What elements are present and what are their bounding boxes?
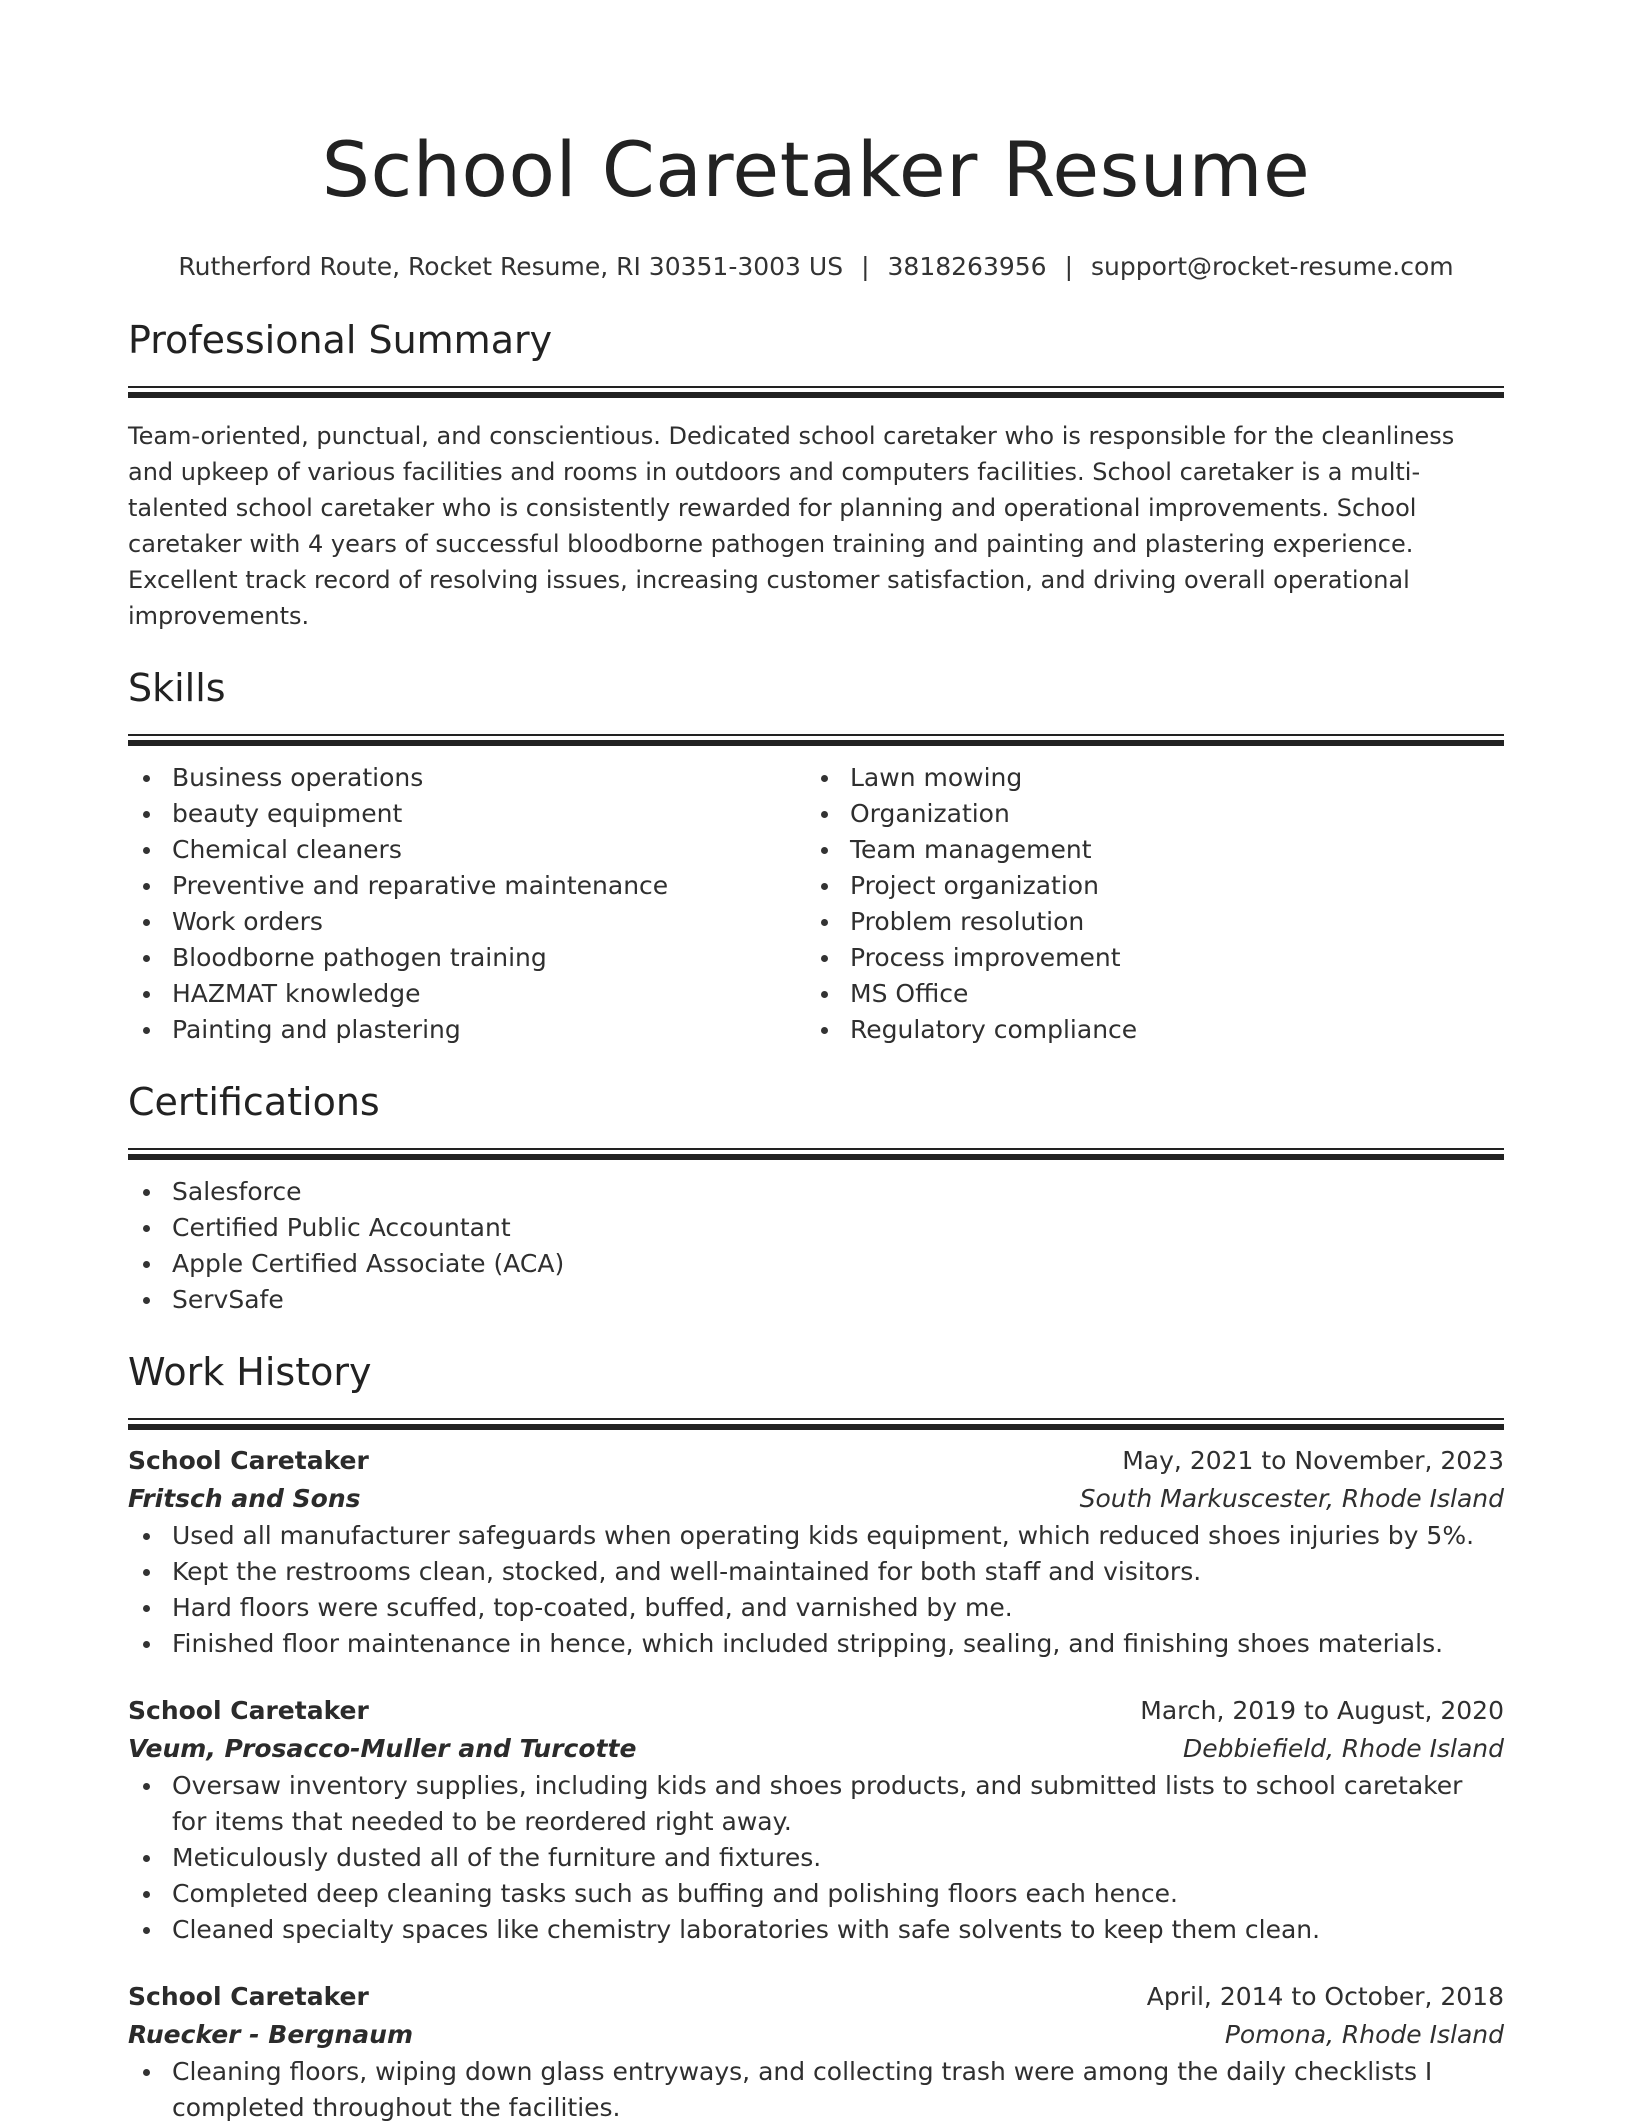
- job-location: Pomona, Rhode Island: [1224, 2020, 1504, 2049]
- skill-item: Organization: [806, 796, 1484, 832]
- job-bullet: Cleaned specialty spaces like chemistry laboratories with safe solvents to keep them clean.: [128, 1912, 1504, 1948]
- certification-item: Apple Certified Associate (ACA): [128, 1246, 1504, 1282]
- job-bullet: Finished floor maintenance in hence, which included stripping, sealing, and finishing shoes materials.: [128, 1626, 1504, 1662]
- skills-section: [128, 664, 1504, 1048]
- contact-email: support@rocket-resume.com: [1091, 252, 1454, 281]
- contact-line: [128, 250, 1504, 284]
- work-history-section: [128, 1348, 1504, 2126]
- certification-item: ServSafe: [128, 1282, 1504, 1318]
- skills-column-right: [806, 760, 1484, 1048]
- section-heading-work-history: Work History: [128, 1350, 372, 1394]
- resume-content: [128, 0, 1504, 2126]
- job-company: Veum, Prosacco-Muller and Turcotte: [128, 1734, 637, 1763]
- job-dates: March, 2019 to August, 2020: [1140, 1696, 1504, 1725]
- contact-phone: 3818263956: [887, 252, 1047, 281]
- skill-item: Problem resolution: [806, 904, 1484, 940]
- skill-item: Work orders: [128, 904, 806, 940]
- skill-item: Project organization: [806, 868, 1484, 904]
- skill-item: beauty equipment: [128, 796, 806, 832]
- job-bullet: Kept the restrooms clean, stocked, and well-maintained for both staff and visitors.: [128, 1554, 1504, 1590]
- skill-item: Team management: [806, 832, 1484, 868]
- job-bullet: Completed deep cleaning tasks such as buffing and polishing floors each hence.: [128, 1876, 1504, 1912]
- contact-separator: |: [861, 252, 870, 281]
- section-divider: [128, 386, 1504, 394]
- section-heading-certifications: Certifications: [128, 1080, 380, 1124]
- job-header: [128, 1692, 1504, 1730]
- section-heading-summary: Professional Summary: [128, 318, 553, 362]
- skill-item: MS Office: [806, 976, 1484, 1012]
- summary-text: Team-oriented, punctual, and conscientious. Dedicated school caretaker who is responsible for the cleanliness and upkeep of various facilities and rooms in outdoors and computers facilities. School caretaker is a multi-talented school caretaker who is consistently rewarded for planning and operational improvements. School caretaker with 4 years of successful bloodborne pathogen training and painting and plastering experience. Excellent track record of resolving issues, increasing customer satisfaction, and driving overall operational improvements.: [128, 422, 1455, 630]
- skill-item: Bloodborne pathogen training: [128, 940, 806, 976]
- skill-item: Business operations: [128, 760, 806, 796]
- section-divider: [128, 1148, 1504, 1156]
- job-dates: April, 2014 to October, 2018: [1146, 1982, 1504, 2011]
- section-divider: [128, 734, 1504, 742]
- job-entry: [128, 1978, 1504, 2126]
- resume-title: School Caretaker Resume: [321, 125, 1311, 214]
- skill-item: HAZMAT knowledge: [128, 976, 806, 1012]
- job-company: Ruecker - Bergnaum: [128, 2020, 414, 2049]
- skill-item: Painting and plastering: [128, 1012, 806, 1048]
- skill-item: Chemical cleaners: [128, 832, 806, 868]
- certification-item: Certified Public Accountant: [128, 1210, 1504, 1246]
- job-title: School Caretaker: [128, 1446, 369, 1475]
- contact-address: Rutherford Route, Rocket Resume, RI 30351-3003 US: [178, 252, 844, 281]
- section-heading-skills: Skills: [128, 666, 226, 710]
- job-dates: May, 2021 to November, 2023: [1122, 1446, 1504, 1475]
- section-divider: [128, 1418, 1504, 1426]
- job-subheader: [128, 2016, 1504, 2054]
- certifications-section: [128, 1078, 1504, 1318]
- job-subheader: [128, 1480, 1504, 1518]
- skill-item: Preventive and reparative maintenance: [128, 868, 806, 904]
- job-location: South Markuscester, Rhode Island: [1079, 1484, 1504, 1513]
- job-header: [128, 1442, 1504, 1480]
- job-subheader: [128, 1730, 1504, 1768]
- job-header: [128, 1978, 1504, 2016]
- job-company: Fritsch and Sons: [128, 1484, 361, 1513]
- job-title: School Caretaker: [128, 1696, 369, 1725]
- certification-item: Salesforce: [128, 1174, 1504, 1210]
- certifications-list: [128, 1174, 1504, 1318]
- job-location: Debbiefield, Rhode Island: [1182, 1734, 1504, 1763]
- job-bullets: [128, 2054, 1504, 2126]
- job-entry: [128, 1442, 1504, 1662]
- job-bullet: Meticulously dusted all of the furniture and fixtures.: [128, 1840, 1504, 1876]
- job-entry: [128, 1692, 1504, 1948]
- job-bullet: Hard floors were scuffed, top-coated, buffed, and varnished by me.: [128, 1590, 1504, 1626]
- job-title: School Caretaker: [128, 1982, 369, 2011]
- skill-item: Lawn mowing: [806, 760, 1484, 796]
- job-bullet: Oversaw inventory supplies, including kids and shoes products, and submitted lists to school caretaker for items that needed to be reordered right away.: [128, 1768, 1504, 1840]
- skills-column-left: [128, 760, 806, 1048]
- professional-summary-section: [128, 316, 1504, 634]
- job-bullets: [128, 1768, 1504, 1948]
- job-bullets: [128, 1518, 1504, 1662]
- job-bullet: Used all manufacturer safeguards when operating kids equipment, which reduced shoes injuries by 5%.: [128, 1518, 1504, 1554]
- skill-item: Process improvement: [806, 940, 1484, 976]
- skills-grid: [128, 760, 1504, 1048]
- job-bullet: Cleaning floors, wiping down glass entryways, and collecting trash were among the daily checklists I completed throughout the facilities.: [128, 2054, 1504, 2126]
- skill-item: Regulatory compliance: [806, 1012, 1484, 1048]
- contact-separator: |: [1064, 252, 1074, 281]
